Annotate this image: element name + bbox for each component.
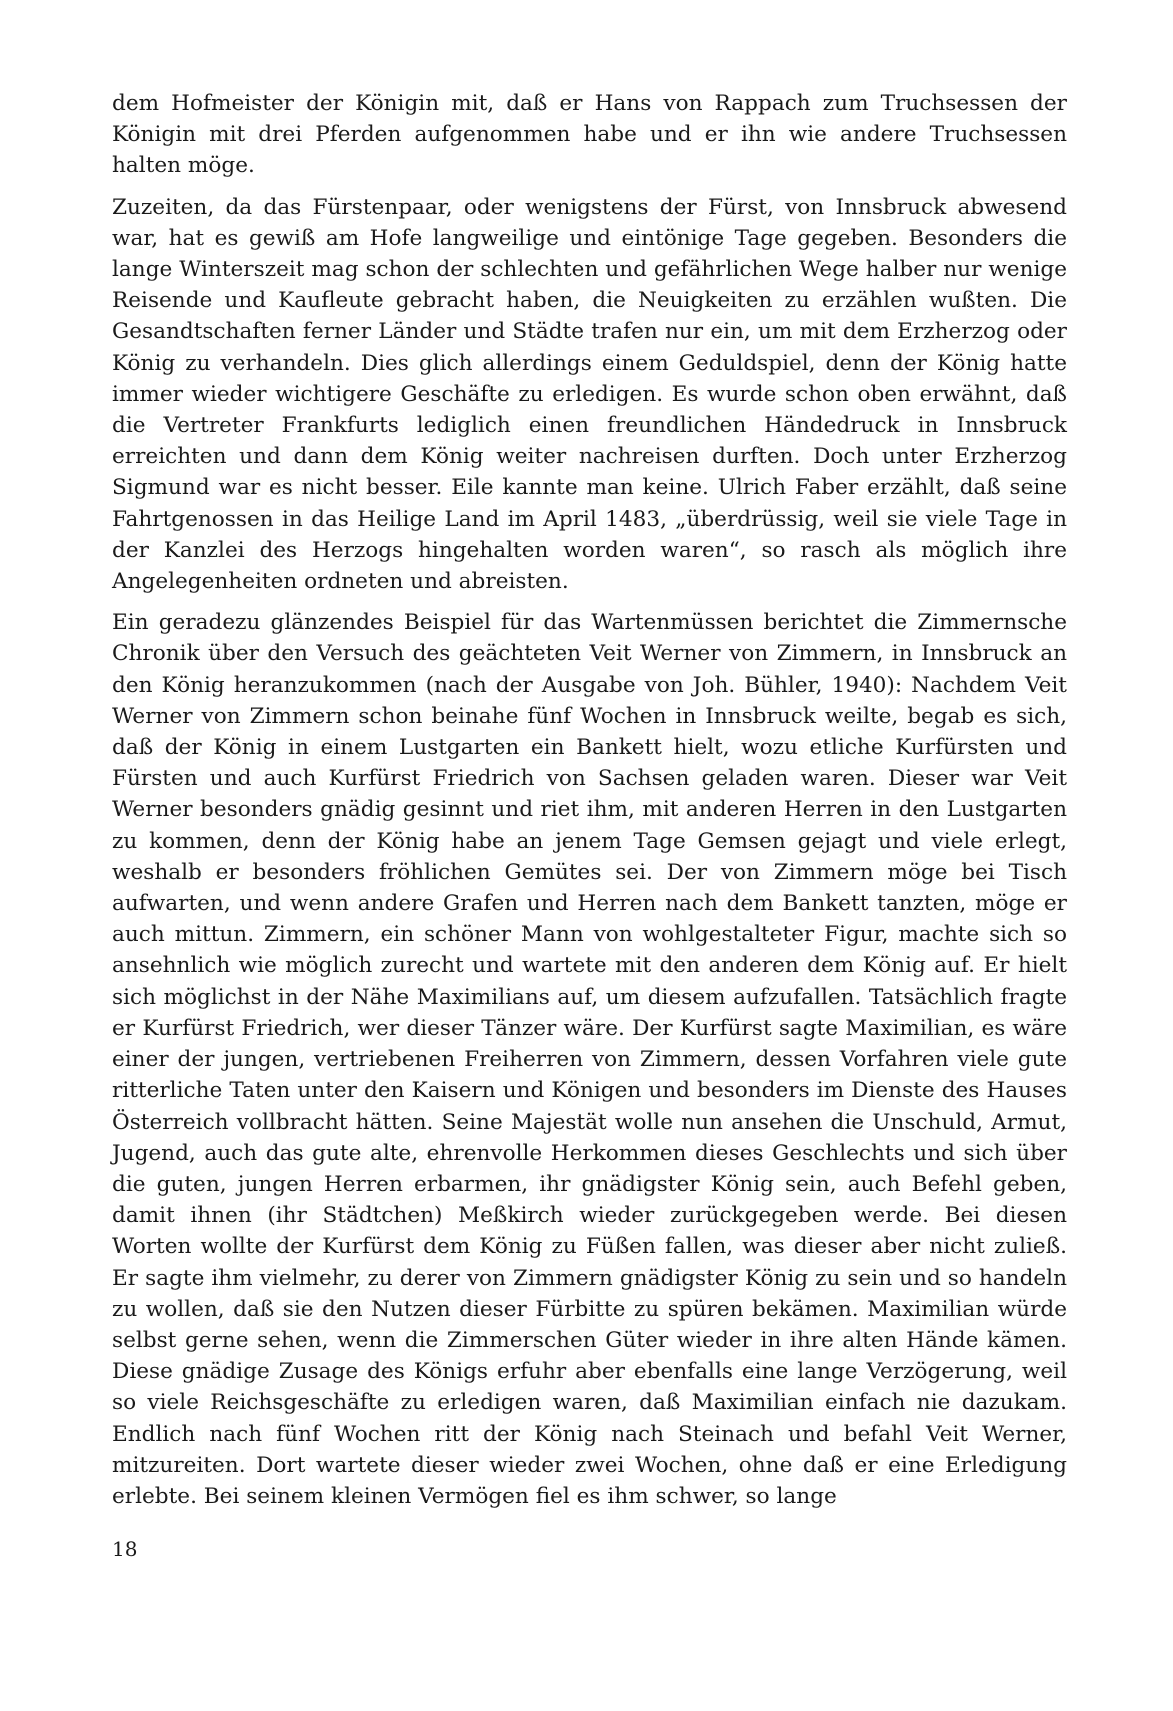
paragraph-continuation: dem Hofmeister der Königin mit, daß er Hans von Rappach zum Truchsessen der Königin mit drei Pferden aufgenommen habe und er ihn wie andere Truchsessen halten möge. xyxy=(112,91,1067,179)
paragraph: Zuzeiten, da das Fürstenpaar, oder wenigstens der Fürst, von Innsbruck abwesend war, hat es gewiß am Hofe langweilige und eintönige Tage gegeben. Besonders die lange Winterszeit mag schon der schlechten und gefährlichen Wege halber nur wenige Reisende und Kaufleute gebracht haben, die Neuigkeiten zu erzählen wußten. Die Gesandtschaften ferner Länder und Städte trafen nur ein, um mit dem Erzherzog oder König zu verhandeln. Dies glich allerdings einem Geduldspiel, denn der König hatte immer wieder wichtigere Geschäfte zu erledigen. Es wurde schon oben erwähnt, daß die Vertreter Frankfurts lediglich einen freundlichen Händedruck in Innsbruck erreichten und dann dem König weiter nachreisen durften. Doch unter Erzherzog Sigmund war es nicht besser. Eile kannte man keine. Ulrich Faber erzählt, daß seine Fahrtgenossen in das Heilige Land im April 1483, „überdrüssig, weil sie viele Tage in der Kanzlei des Herzogs hingehalten worden waren“, so rasch als möglich ihre Angelegenheiten ordneten und abreisten. xyxy=(112,194,1067,595)
page-number: 18 xyxy=(112,1537,138,1561)
body-text xyxy=(112,88,1067,1522)
paragraph: Ein geradezu glänzendes Beispiel für das Wartenmüssen berichtet die Zimmernsche Chronik über den Versuch des geächteten Veit Werner von Zimmern, in Innsbruck an den König heranzukommen (nach der Ausgabe von Joh. Bühler, 1940): Nachdem Veit Werner von Zimmern schon beinahe fünf Wochen in Innsbruck weilte, begab es sich, daß der König in einem Lustgarten ein Bankett hielt, wozu etliche Kurfürsten und Fürsten und auch Kurfürst Friedrich von Sachsen geladen waren. Dieser war Veit Werner besonders gnädig gesinnt und riet ihm, mit anderen Herren in den Lustgarten zu kommen, denn der König habe an jenem Tage Gemsen gejagt und viele erlegt, weshalb er besonders fröhlichen Gemütes sei. Der von Zimmern möge bei Tisch aufwarten, und wenn andere Grafen und Herren nach dem Bankett tanzten, möge er auch mittun. Zimmern, ein schöner Mann von wohlgestalteter Figur, machte sich so ansehnlich wie möglich zurecht und wartete mit den anderen dem König auf. Er hielt sich möglichst in der Nähe Maximilians auf, um diesem aufzufallen. Tatsächlich fragte er Kurfürst Friedrich, wer dieser Tänzer wäre. Der Kurfürst sagte Maximilian, es wäre einer der jungen, vertriebenen Freiherren von Zimmern, dessen Vorfahren viele gute ritterliche Taten unter den Kaisern und Königen und besonders im Dienste des Hauses Österreich vollbracht hätten. Seine Majestät wolle nun ansehen die Unschuld, Armut, Jugend, auch das gute alte, ehrenvolle Herkommen dieses Geschlechts und sich über die guten, jungen Herren erbarmen, ihr gnädigster König sein, auch Befehl geben, damit ihnen (ihr Städtchen) Meßkirch wieder zurückgegeben werde. Bei diesen Worten wollte der Kurfürst dem König zu Füßen fallen, was dieser aber nicht zuließ. Er sagte ihm vielmehr, zu derer von Zimmern gnädigster König zu sein und so handeln zu wollen, daß sie den Nutzen dieser Fürbitte zu spüren bekämen. Maximilian würde selbst gerne sehen, wenn die Zimmerschen Güter wieder in ihre alten Hände kämen. Diese gnädige Zusage des Königs erfuhr aber ebenfalls eine lange Verzögerung, weil so viele Reichsgeschäfte zu erledigen waren, daß Maximilian einfach nie dazukam. Endlich nach fünf Wochen ritt der König nach Steinach und befahl Veit Werner, mitzureiten. Dort wartete dieser wieder zwei Wochen, ohne daß er eine Erledigung erlebte. Bei seinem kleinen Vermögen fiel es ihm schwer, so lange xyxy=(112,610,1067,1509)
